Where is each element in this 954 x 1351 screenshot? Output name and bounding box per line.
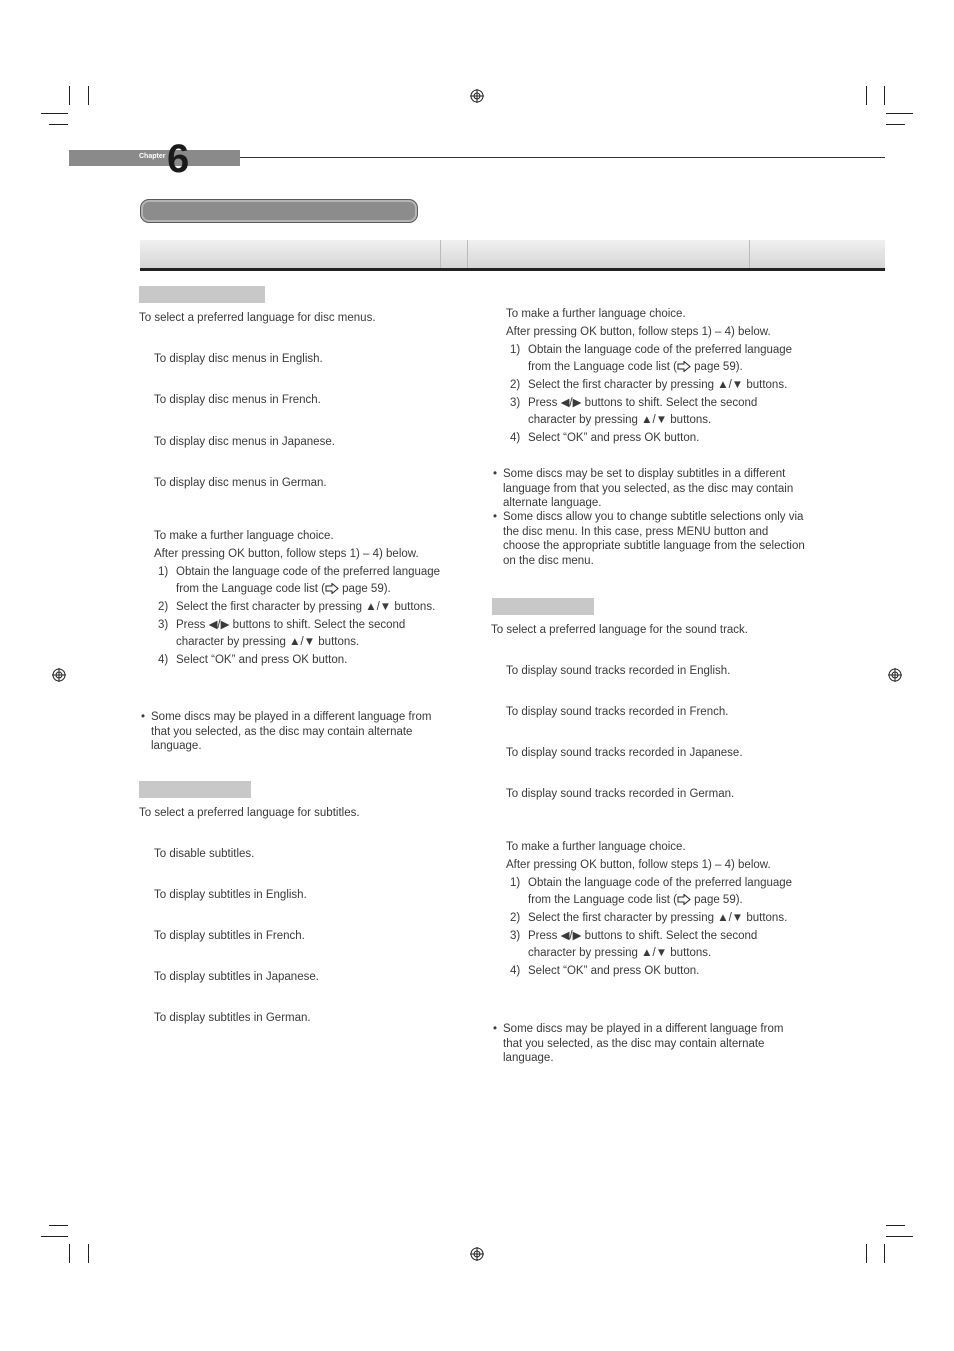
bullet-dot: • xyxy=(493,1023,498,1035)
note-subtitle-2-text: Some discs allow you to change subtitle selections only via the disc menu. In this case, press MENU button and choose the appropriate subtitle language from the selection on the disc menu. xyxy=(503,511,805,567)
after-ok-instruction: After pressing OK button, follow steps 1) – 4) below. xyxy=(154,548,419,560)
registration-mark-icon xyxy=(470,1247,484,1261)
menu-option-english: To display disc menus in English. xyxy=(154,353,323,365)
subtitle-option-english: To display subtitles in English. xyxy=(154,889,307,901)
page-reference-arrow-icon xyxy=(677,361,691,372)
note-subtitle-2 xyxy=(493,510,805,568)
step-3-line-1: Press ◀/▶ buttons to shift. Select the second xyxy=(176,619,406,631)
audio-option-french: To display sound tracks recorded in French. xyxy=(506,706,729,718)
step-3-line-1: Press ◀/▶ buttons to shift. Select the second xyxy=(528,930,758,942)
note-subtitle-1-text: Some discs may be set to display subtitles in a different language from that you selected, as the disc may contain alternate language. xyxy=(503,468,794,509)
step-number: 4) xyxy=(510,432,521,444)
menu-option-japanese: To display disc menus in Japanese. xyxy=(154,436,335,448)
step-4: Select “OK” and press OK button. xyxy=(528,965,700,977)
subtitle-option-japanese: To display subtitles in Japanese. xyxy=(154,971,319,983)
subtitle-intro: To select a preferred language for subtitles. xyxy=(139,807,360,819)
audio-intro: To select a preferred language for the sound track. xyxy=(491,624,748,636)
note-subtitle-1 xyxy=(493,467,805,511)
step-3-line-2: character by pressing ▲/▼ buttons. xyxy=(528,947,712,959)
menu-option-german: To display disc menus in German. xyxy=(154,477,327,489)
step-1-line-1: Obtain the language code of the preferred language xyxy=(528,344,793,356)
after-ok-instruction: After pressing OK button, follow steps 1) – 4) below. xyxy=(506,859,771,871)
step-number: 1) xyxy=(158,566,169,578)
table-header-bar xyxy=(140,240,885,271)
note-audio-text: Some discs may be played in a different language from that you selected, as the disc may contain alternate language. xyxy=(503,1023,784,1064)
section-title-bar xyxy=(140,199,418,223)
page-reference-arrow-icon xyxy=(325,583,339,594)
step-2: Select the first character by pressing ▲/▼ buttons. xyxy=(176,601,436,613)
bullet-dot: • xyxy=(493,468,498,480)
further-choice: To make a further language choice. xyxy=(506,308,686,320)
audio-option-japanese: To display sound tracks recorded in Japanese. xyxy=(506,747,743,759)
step-number: 2) xyxy=(158,601,169,613)
step-4: Select “OK” and press OK button. xyxy=(528,432,700,444)
menu-language-heading-bar xyxy=(139,286,265,303)
step-1-line-1: Obtain the language code of the preferred language xyxy=(176,566,441,578)
step-number: 1) xyxy=(510,344,521,356)
registration-mark-icon xyxy=(52,668,66,682)
step-2: Select the first character by pressing ▲/▼ buttons. xyxy=(528,379,788,391)
audio-language-heading-bar xyxy=(492,598,594,615)
note-menu-text: Some discs may be played in a different language from that you selected, as the disc may contain alternate language. xyxy=(151,711,432,752)
step-1-text: from the Language code list ( xyxy=(176,583,325,595)
step-number: 3) xyxy=(158,619,169,631)
after-ok-instruction: After pressing OK button, follow steps 1) – 4) below. xyxy=(506,326,771,338)
step-number: 2) xyxy=(510,912,521,924)
step-4: Select “OK” and press OK button. xyxy=(176,654,348,666)
menu-intro: To select a preferred language for disc menus. xyxy=(139,312,376,324)
step-1-line-2 xyxy=(528,893,743,907)
step-1-text: from the Language code list ( xyxy=(528,894,677,906)
step-1-line-1: Obtain the language code of the preferred language xyxy=(528,877,793,889)
header-rule xyxy=(240,157,885,158)
note-menu xyxy=(141,710,451,754)
step-1-page-ref: page 59). xyxy=(342,583,391,595)
subtitle-language-heading-bar xyxy=(139,781,251,798)
step-number: 3) xyxy=(510,930,521,942)
step-3-line-2: character by pressing ▲/▼ buttons. xyxy=(528,414,712,426)
step-3-line-1: Press ◀/▶ buttons to shift. Select the second xyxy=(528,397,758,409)
menu-option-french: To display disc menus in French. xyxy=(154,394,321,406)
step-number: 4) xyxy=(510,965,521,977)
audio-option-english: To display sound tracks recorded in English. xyxy=(506,665,731,677)
step-1-page-ref: page 59). xyxy=(694,361,743,373)
bullet-dot: • xyxy=(141,711,146,723)
step-2: Select the first character by pressing ▲/▼ buttons. xyxy=(528,912,788,924)
chapter-label: Chapter xyxy=(139,153,166,160)
subtitle-option-german: To display subtitles in German. xyxy=(154,1012,311,1024)
step-number: 2) xyxy=(510,379,521,391)
subtitle-option-off: To disable subtitles. xyxy=(154,848,255,860)
page-reference-arrow-icon xyxy=(677,894,691,905)
chapter-number: 6 xyxy=(167,137,190,181)
step-1-line-2 xyxy=(176,582,391,596)
step-number: 4) xyxy=(158,654,169,666)
step-number: 1) xyxy=(510,877,521,889)
bullet-dot: • xyxy=(493,511,498,523)
note-audio xyxy=(493,1022,798,1066)
step-1-page-ref: page 59). xyxy=(694,894,743,906)
step-1-line-2 xyxy=(528,360,743,374)
audio-option-german: To display sound tracks recorded in German. xyxy=(506,788,735,800)
further-choice: To make a further language choice. xyxy=(154,530,334,542)
table-divider xyxy=(467,240,468,268)
registration-mark-icon xyxy=(470,89,484,103)
further-choice: To make a further language choice. xyxy=(506,841,686,853)
step-3-line-2: character by pressing ▲/▼ buttons. xyxy=(176,636,360,648)
table-divider xyxy=(749,240,750,268)
subtitle-option-french: To display subtitles in French. xyxy=(154,930,305,942)
step-number: 3) xyxy=(510,397,521,409)
registration-mark-icon xyxy=(888,668,902,682)
step-1-text: from the Language code list ( xyxy=(528,361,677,373)
table-divider xyxy=(440,240,441,268)
